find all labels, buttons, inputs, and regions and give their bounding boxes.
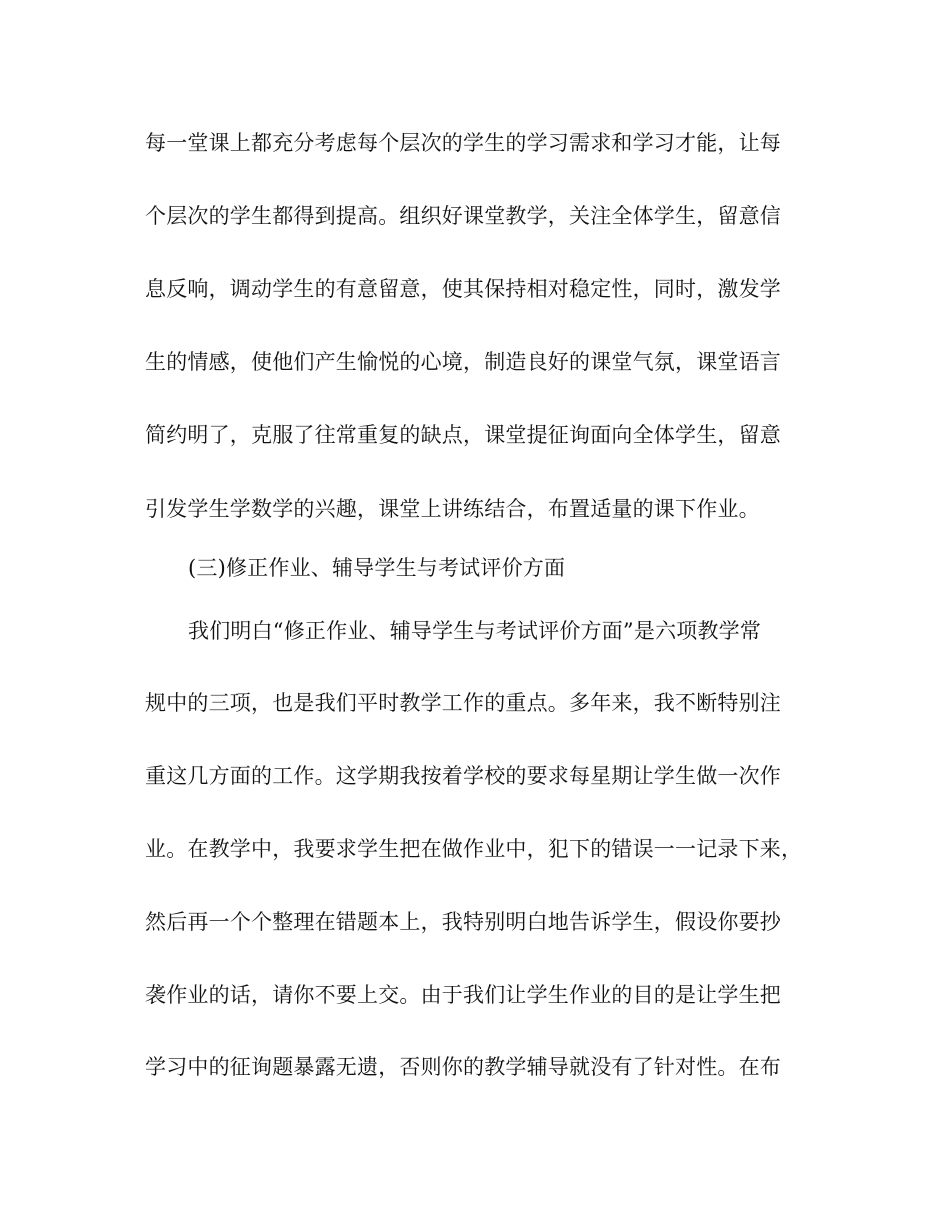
paragraph-line: 我们明白“修正作业、辅导学生与考试评价方面”是六项教学常	[188, 619, 762, 643]
paragraph-line: 息反响，调动学生的有意留意，使其保持相对稳定性，同时，激发学	[145, 277, 781, 301]
paragraph-line: 学习中的征询题暴露无遗，否则你的教学辅导就没有了针对性。在布	[145, 1055, 781, 1079]
paragraph-line: 个层次的学生都得到提高。组织好课堂教学，关注全体学生，留意信	[145, 204, 781, 228]
paragraph-line: 袭作业的话，请你不要上交。由于我们让学生作业的目的是让学生把	[145, 983, 781, 1007]
paragraph-line: 每一堂课上都充分考虑每个层次的学生的学习需求和学习才能，让每	[145, 131, 781, 155]
paragraph-line: 简约明了，克服了往常重复的缺点，课堂提征询面向全体学生，留意	[145, 423, 781, 447]
paragraph-line: 生的情感，使他们产生愉悦的心境，制造良好的课堂气氛，课堂语言	[145, 350, 781, 374]
paragraph-line: 业。在教学中，我要求学生把在做作业中，犯下的错误一一记录下来，	[145, 837, 803, 861]
section-heading: (三)修正作业、辅导学生与考试评价方面	[188, 556, 566, 580]
paragraph-line: 然后再一个个整理在错题本上，我特别明白地告诉学生，假设你要抄	[145, 910, 781, 934]
paragraph-line: 引发学生学数学的兴趣，课堂上讲练结合，布置适量的课下作业。	[145, 497, 760, 521]
paragraph-line: 规中的三项，也是我们平时教学工作的重点。多年来，我不断特别注	[145, 691, 781, 715]
paragraph-line: 重这几方面的工作。这学期我按着学校的要求每星期让学生做一次作	[145, 764, 781, 788]
